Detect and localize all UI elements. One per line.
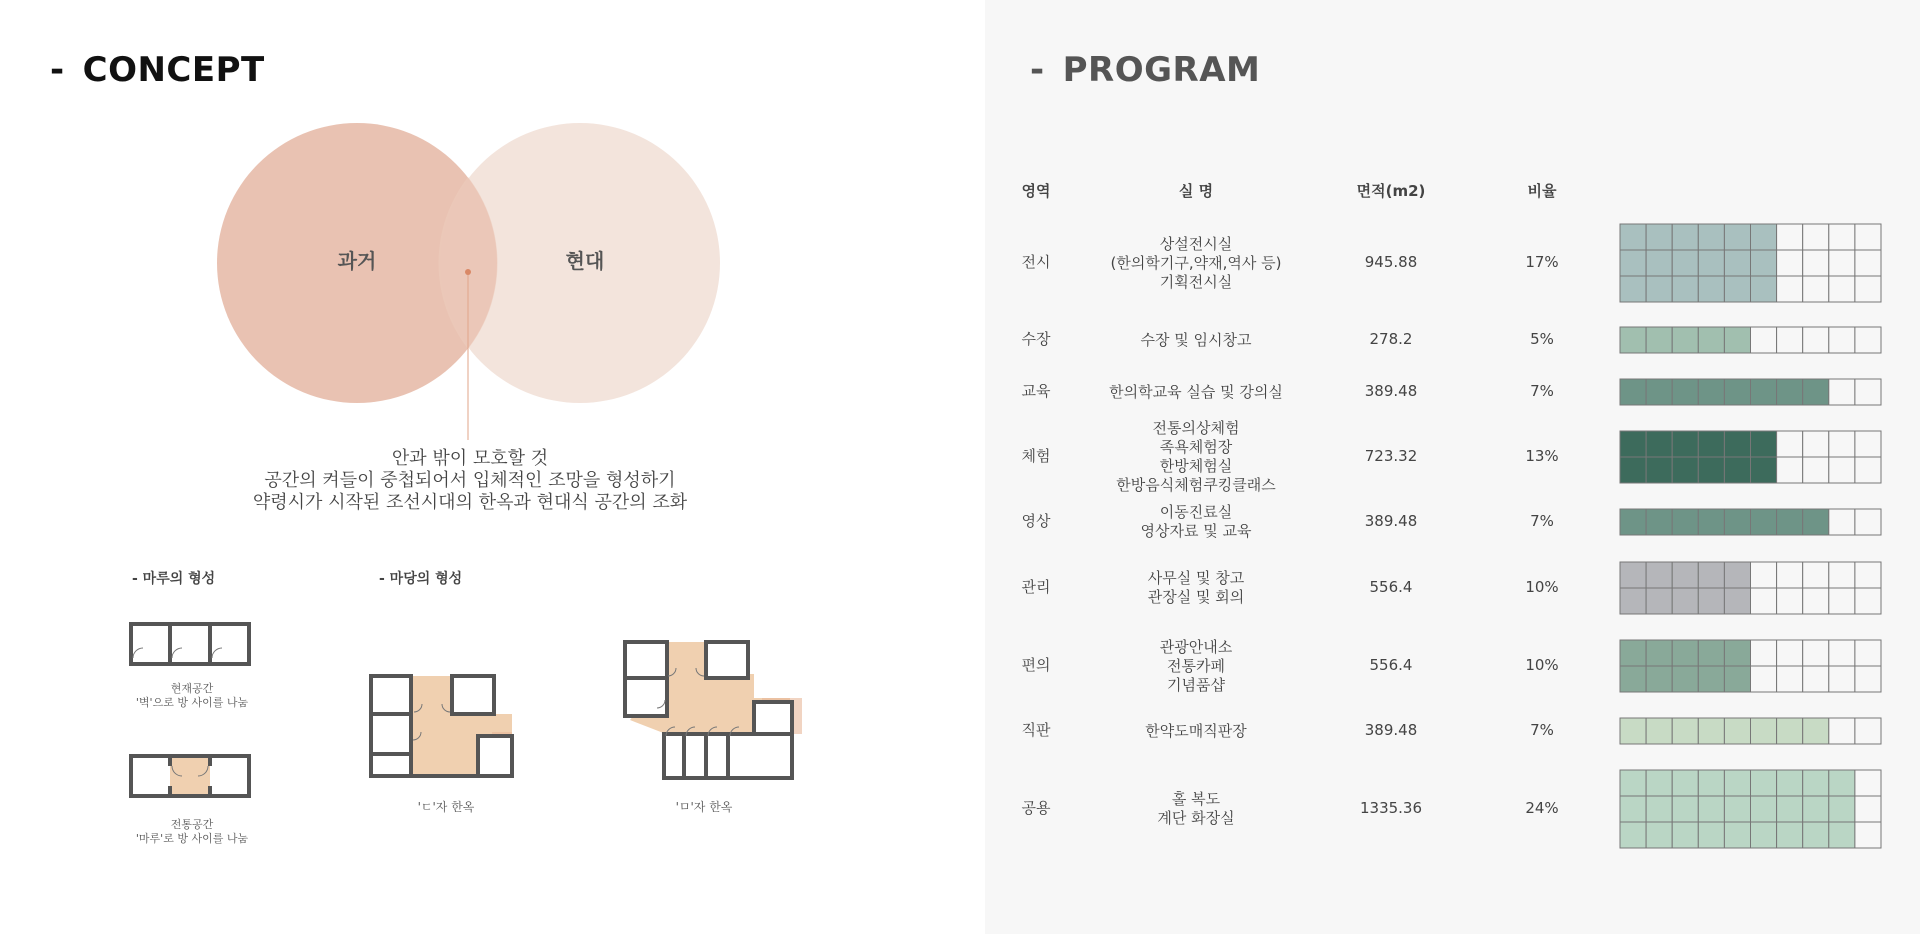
- ratio-cell-filled: [1724, 250, 1750, 276]
- ratio-cell-filled: [1672, 796, 1698, 822]
- size-cell: 556.4: [1369, 656, 1413, 674]
- ratio-cell-filled: [1672, 588, 1698, 614]
- ratio-cell-filled: [1672, 327, 1698, 353]
- area-cell: 영상: [1021, 512, 1051, 530]
- room-name: 족욕체험장: [1159, 438, 1233, 456]
- ratio-cell-empty: [1855, 796, 1881, 822]
- ratio-cell-empty: [1829, 431, 1855, 457]
- ratio-bar: [1619, 561, 1883, 615]
- ratio-cell-filled: [1620, 770, 1646, 796]
- ratio-cell-filled: [1777, 796, 1803, 822]
- ratio-bar: [1619, 508, 1883, 536]
- room-name: 전통카페: [1167, 656, 1225, 675]
- ratio-cell: 7%: [1530, 721, 1554, 739]
- ratio-cell-filled: [1620, 276, 1646, 302]
- ratio-cell-filled: [1751, 796, 1777, 822]
- ratio-cell-filled: [1751, 770, 1777, 796]
- ratio-cell-filled: [1724, 666, 1750, 692]
- ratio-cell-empty: [1803, 327, 1829, 353]
- ratio-cell-empty: [1803, 640, 1829, 666]
- ratio-cell-filled: [1620, 327, 1646, 353]
- room-name: 관장실 및 회의: [1147, 588, 1245, 606]
- size-cell: 556.4: [1369, 578, 1413, 596]
- ratio-cell-filled: [1751, 457, 1777, 483]
- ratio-cell-empty: [1777, 250, 1803, 276]
- ratio-bar: [1619, 769, 1883, 849]
- ratio-cell-empty: [1777, 276, 1803, 302]
- ratio-cell-filled: [1777, 770, 1803, 796]
- ratio-cell-empty: [1751, 327, 1777, 353]
- current-space-caption: 현재공간 '벽'으로 방 사이를 나눔: [135, 682, 249, 709]
- madang-label: - 마당의 형성: [379, 571, 463, 587]
- m-hanok-caption: 'ㅁ'자 한옥: [675, 800, 733, 814]
- ratio-cell-filled: [1724, 640, 1750, 666]
- ratio-cell-empty: [1829, 327, 1855, 353]
- ratio-cell-filled: [1724, 718, 1750, 744]
- ratio-cell-filled: [1803, 770, 1829, 796]
- ratio-cell-empty: [1777, 666, 1803, 692]
- program-title: - PROGRAM: [1030, 50, 1261, 90]
- ratio-cell-filled: [1646, 250, 1672, 276]
- ratio-cell-filled: [1672, 250, 1698, 276]
- ratio-cell-filled: [1803, 822, 1829, 848]
- room-name: 한방음식체험쿠킹클래스: [1116, 476, 1276, 494]
- ratio-cell-filled: [1751, 718, 1777, 744]
- ratio-bar: [1619, 223, 1883, 303]
- ratio-cell-filled: [1724, 379, 1750, 405]
- ratio-cell-filled: [1672, 379, 1698, 405]
- room-name: 사무실 및 창고: [1147, 569, 1245, 587]
- ratio-cell-filled: [1698, 666, 1724, 692]
- ratio-cell-filled: [1698, 562, 1724, 588]
- ratio-cell-empty: [1803, 250, 1829, 276]
- concept-line: 공간의 켜들이 중첩되어서 입체적인 조망을 형성하기: [264, 470, 676, 491]
- room-name: 전통의상체험: [1152, 419, 1240, 437]
- ratio-cell-filled: [1829, 822, 1855, 848]
- header-size: 면적(m2): [1356, 182, 1426, 200]
- ratio-cell-empty: [1829, 640, 1855, 666]
- ratio-cell-filled: [1803, 509, 1829, 535]
- area-cell: 교육: [1021, 382, 1051, 400]
- ratio-cell-empty: [1829, 562, 1855, 588]
- ratio-cell-filled: [1724, 276, 1750, 302]
- ratio-cell-empty: [1855, 509, 1881, 535]
- ratio-cell: 5%: [1530, 330, 1554, 348]
- ratio-cell-filled: [1724, 431, 1750, 457]
- ratio-cell-filled: [1698, 250, 1724, 276]
- ratio-cell-filled: [1672, 562, 1698, 588]
- ratio-cell-filled: [1777, 718, 1803, 744]
- ratio-cell-filled: [1751, 509, 1777, 535]
- ratio-cell: 10%: [1525, 578, 1559, 596]
- header-ratio: 비율: [1527, 182, 1557, 200]
- ratio-cell-filled: [1698, 457, 1724, 483]
- m-hanok-plan: [620, 638, 804, 784]
- ratio-cell-filled: [1646, 666, 1672, 692]
- ratio-cell-empty: [1803, 562, 1829, 588]
- ratio-cell-filled: [1751, 224, 1777, 250]
- ratio-cell-empty: [1777, 327, 1803, 353]
- room-name: 관광안내소: [1159, 637, 1233, 656]
- ratio-cell-filled: [1698, 718, 1724, 744]
- size-cell: 723.32: [1364, 447, 1418, 465]
- ratio-cell-filled: [1646, 327, 1672, 353]
- maru-label: - 마루의 형성: [132, 571, 216, 587]
- area-cell: 전시: [1021, 253, 1051, 271]
- ratio-cell-filled: [1672, 509, 1698, 535]
- ratio-cell-filled: [1672, 640, 1698, 666]
- ratio-cell-filled: [1724, 822, 1750, 848]
- ratio-cell-filled: [1620, 379, 1646, 405]
- ratio-cell-filled: [1777, 822, 1803, 848]
- ratio-cell-filled: [1724, 224, 1750, 250]
- room-name: 이동진료실: [1159, 503, 1233, 521]
- ratio-cell-empty: [1751, 666, 1777, 692]
- ratio-cell-filled: [1698, 509, 1724, 535]
- ratio-cell-empty: [1855, 431, 1881, 457]
- area-cell: 수장: [1021, 330, 1051, 348]
- ratio-cell-empty: [1803, 588, 1829, 614]
- ratio-cell-filled: [1620, 588, 1646, 614]
- ratio-cell-filled: [1672, 666, 1698, 692]
- ratio-cell-filled: [1698, 224, 1724, 250]
- ratio-cell-filled: [1803, 379, 1829, 405]
- ratio-cell-filled: [1646, 509, 1672, 535]
- size-cell: 389.48: [1364, 382, 1418, 400]
- ratio-cell-filled: [1724, 562, 1750, 588]
- ratio-cell-empty: [1855, 770, 1881, 796]
- ratio-cell-empty: [1855, 250, 1881, 276]
- ratio-cell-filled: [1751, 431, 1777, 457]
- ratio-cell-filled: [1646, 224, 1672, 250]
- room-name: 한의학교육 실습 및 강의실: [1109, 382, 1283, 401]
- ratio-cell-filled: [1646, 379, 1672, 405]
- ratio-bar: [1619, 378, 1883, 406]
- ratio-cell-filled: [1672, 224, 1698, 250]
- ratio-cell-empty: [1777, 224, 1803, 250]
- room-name: 한약도매직판장: [1145, 721, 1247, 740]
- ratio-cell-filled: [1751, 276, 1777, 302]
- ratio-cell-filled: [1672, 431, 1698, 457]
- size-cell: 1335.36: [1359, 799, 1423, 817]
- room-name: 상설전시실: [1159, 234, 1233, 253]
- room-name: 한방체험실: [1159, 457, 1233, 475]
- area-cell: 편의: [1021, 656, 1051, 674]
- ratio-cell-empty: [1855, 640, 1881, 666]
- ratio-cell-empty: [1803, 224, 1829, 250]
- ratio-cell-filled: [1724, 327, 1750, 353]
- ratio-cell-filled: [1803, 718, 1829, 744]
- ratio-cell: 7%: [1530, 512, 1554, 530]
- size-cell: 389.48: [1364, 512, 1418, 530]
- ratio-cell-filled: [1751, 822, 1777, 848]
- area-cell: 직판: [1021, 721, 1051, 739]
- ratio-cell-filled: [1698, 822, 1724, 848]
- ratio-cell: 13%: [1525, 447, 1559, 465]
- ratio-cell-filled: [1777, 509, 1803, 535]
- ratio-cell-filled: [1698, 770, 1724, 796]
- ratio-cell-empty: [1855, 588, 1881, 614]
- ratio-cell-filled: [1620, 250, 1646, 276]
- ratio-cell-filled: [1620, 431, 1646, 457]
- ratio-cell-filled: [1646, 718, 1672, 744]
- ratio-cell-empty: [1855, 666, 1881, 692]
- ratio-cell-filled: [1777, 379, 1803, 405]
- ratio-cell-filled: [1620, 796, 1646, 822]
- ratio-cell: 17%: [1525, 253, 1559, 271]
- ratio-cell-empty: [1777, 588, 1803, 614]
- header-room: 실 명: [1178, 182, 1214, 200]
- ratio-cell-empty: [1855, 276, 1881, 302]
- concept-description: [180, 448, 760, 514]
- ratio-cell-filled: [1724, 509, 1750, 535]
- room-name: 영상자료 및 교육: [1140, 522, 1252, 540]
- ratio-cell-empty: [1829, 224, 1855, 250]
- ratio-cell-filled: [1672, 718, 1698, 744]
- ratio-cell-filled: [1698, 640, 1724, 666]
- ratio-bar: [1619, 430, 1883, 484]
- d-hanok-caption: 'ㄷ'자 한옥: [417, 800, 475, 814]
- room-name: (한의학기구,약재,역사 등): [1110, 253, 1282, 272]
- room-name: 수장 및 임시창고: [1140, 330, 1252, 349]
- ratio-cell-filled: [1646, 796, 1672, 822]
- ratio-cell: 7%: [1530, 382, 1554, 400]
- ratio-bar: [1619, 639, 1883, 693]
- ratio-cell-filled: [1698, 327, 1724, 353]
- area-cell: 공용: [1021, 799, 1051, 817]
- ratio-cell-filled: [1646, 640, 1672, 666]
- room-name: 계단 화장실: [1157, 809, 1235, 827]
- concept-line: 안과 밖이 모호할 것: [391, 448, 549, 469]
- ratio-cell-empty: [1803, 431, 1829, 457]
- ratio-cell-filled: [1803, 796, 1829, 822]
- ratio-cell-empty: [1751, 562, 1777, 588]
- ratio-cell-empty: [1803, 276, 1829, 302]
- ratio-cell-filled: [1620, 224, 1646, 250]
- size-cell: 278.2: [1369, 330, 1413, 348]
- ratio-cell-empty: [1777, 457, 1803, 483]
- ratio-cell: 24%: [1525, 799, 1559, 817]
- concept-title: - CONCEPT: [50, 50, 265, 90]
- ratio-cell-empty: [1829, 250, 1855, 276]
- ratio-cell-filled: [1646, 822, 1672, 848]
- ratio-cell-filled: [1672, 276, 1698, 302]
- area-cell: 관리: [1021, 578, 1051, 596]
- traditional-space-plan: [128, 752, 256, 800]
- ratio-cell-empty: [1829, 457, 1855, 483]
- ratio-bar: [1619, 326, 1883, 354]
- ratio-cell-filled: [1672, 770, 1698, 796]
- ratio-cell-filled: [1646, 431, 1672, 457]
- header-area: 영역: [1021, 182, 1051, 200]
- ratio-cell-empty: [1829, 588, 1855, 614]
- ratio-cell-filled: [1646, 770, 1672, 796]
- ratio-cell-empty: [1777, 640, 1803, 666]
- ratio-cell-empty: [1751, 588, 1777, 614]
- ratio-cell-empty: [1803, 457, 1829, 483]
- ratio-cell-empty: [1855, 718, 1881, 744]
- ratio-cell-filled: [1698, 588, 1724, 614]
- area-cell: 체험: [1021, 447, 1051, 465]
- ratio-cell-filled: [1620, 457, 1646, 483]
- ratio-cell-empty: [1777, 431, 1803, 457]
- ratio-cell-filled: [1751, 250, 1777, 276]
- ratio-cell-empty: [1855, 822, 1881, 848]
- ratio-cell-empty: [1829, 666, 1855, 692]
- past-label: 과거: [337, 249, 377, 273]
- ratio-cell-empty: [1829, 379, 1855, 405]
- size-cell: 389.48: [1364, 721, 1418, 739]
- ratio-cell-filled: [1620, 666, 1646, 692]
- ratio-cell-filled: [1829, 796, 1855, 822]
- ratio-cell-filled: [1646, 588, 1672, 614]
- ratio-cell-filled: [1672, 457, 1698, 483]
- ratio-cell-empty: [1829, 276, 1855, 302]
- ratio-cell-filled: [1672, 822, 1698, 848]
- ratio-cell-filled: [1724, 457, 1750, 483]
- ratio-cell-filled: [1646, 457, 1672, 483]
- ratio-cell-empty: [1855, 379, 1881, 405]
- size-cell: 945.88: [1364, 253, 1418, 271]
- ratio-cell-empty: [1855, 562, 1881, 588]
- concept-line: 약령시가 시작된 조선시대의 한옥과 현대식 공간의 조화: [252, 492, 688, 513]
- ratio-cell-filled: [1646, 562, 1672, 588]
- ratio-cell: 10%: [1525, 656, 1559, 674]
- ratio-cell-empty: [1829, 718, 1855, 744]
- ratio-bar: [1619, 717, 1883, 745]
- room-name: 홀 복도: [1171, 790, 1221, 808]
- ratio-cell-filled: [1620, 562, 1646, 588]
- ratio-cell-filled: [1724, 588, 1750, 614]
- room-name: 기념품샵: [1167, 675, 1225, 694]
- ratio-cell-filled: [1620, 822, 1646, 848]
- ratio-cell-empty: [1855, 327, 1881, 353]
- ratio-cell-empty: [1855, 224, 1881, 250]
- ratio-cell-filled: [1829, 770, 1855, 796]
- ratio-cell-filled: [1698, 431, 1724, 457]
- present-label: 현대: [565, 249, 605, 273]
- current-space-plan: [128, 618, 256, 668]
- ratio-cell-empty: [1829, 509, 1855, 535]
- ratio-cell-filled: [1724, 770, 1750, 796]
- ratio-cell-filled: [1724, 796, 1750, 822]
- ratio-cell-filled: [1751, 379, 1777, 405]
- room-name: 기획전시실: [1159, 272, 1233, 291]
- ratio-cell-filled: [1698, 276, 1724, 302]
- ratio-cell-filled: [1620, 640, 1646, 666]
- ratio-cell-filled: [1698, 796, 1724, 822]
- leader-dot: [465, 269, 471, 275]
- ratio-cell-filled: [1620, 718, 1646, 744]
- traditional-space-caption: 전통공간 '마루'로 방 사이를 나눔: [135, 818, 249, 845]
- ratio-cell-empty: [1751, 640, 1777, 666]
- ratio-cell-empty: [1777, 562, 1803, 588]
- ratio-cell-filled: [1620, 509, 1646, 535]
- ratio-cell-empty: [1855, 457, 1881, 483]
- ratio-cell-filled: [1698, 379, 1724, 405]
- ratio-cell-filled: [1646, 276, 1672, 302]
- ratio-cell-empty: [1803, 666, 1829, 692]
- d-hanok-plan: [366, 672, 534, 784]
